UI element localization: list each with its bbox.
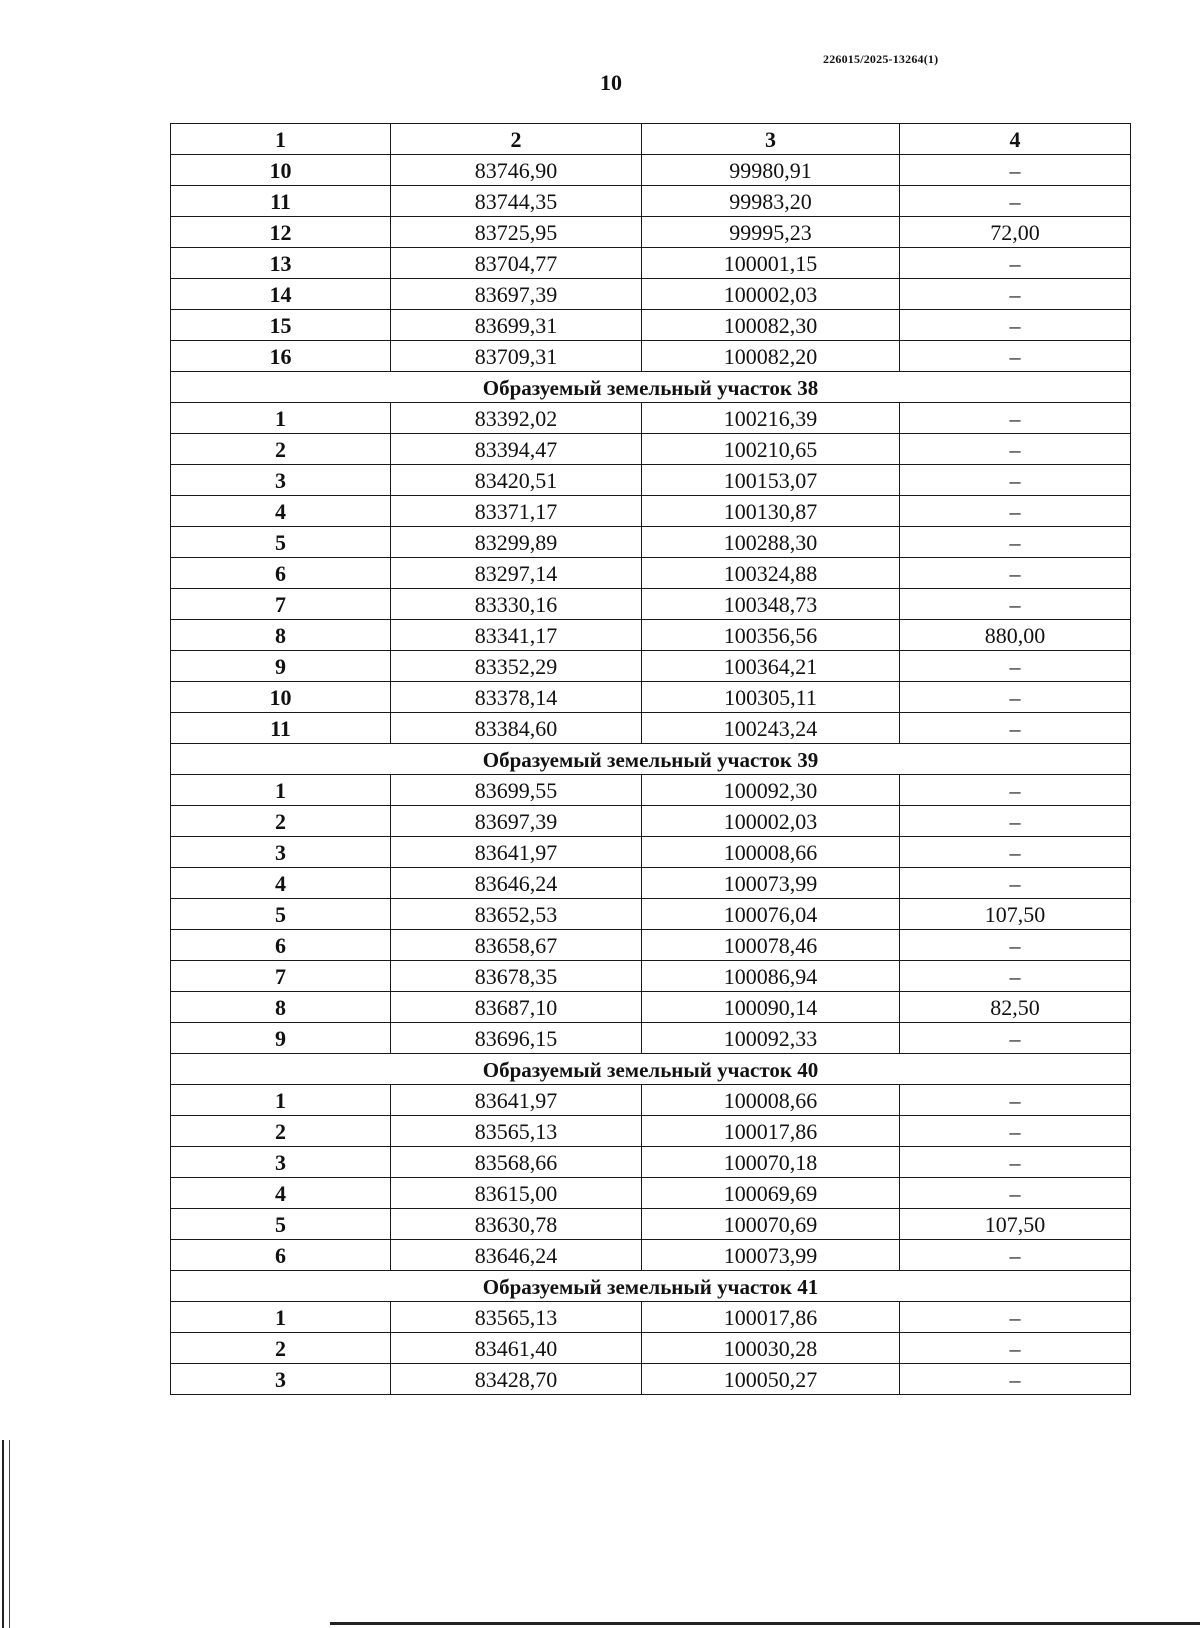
x-coordinate-cell: 83378,14: [391, 682, 642, 713]
x-coordinate-cell: 83744,35: [391, 186, 642, 217]
distance-cell: –: [900, 1302, 1131, 1333]
table-row: [171, 341, 1131, 372]
y-coordinate-cell: 100364,21: [642, 651, 900, 682]
table-row: [171, 620, 1131, 651]
header-row: [171, 124, 1131, 155]
x-coordinate-cell: 83746,90: [391, 155, 642, 186]
point-number-cell: 9: [171, 1023, 391, 1054]
table-row: [171, 1023, 1131, 1054]
point-number-cell: 14: [171, 279, 391, 310]
table-row: [171, 837, 1131, 868]
x-coordinate-cell: 83646,24: [391, 868, 642, 899]
section-row: [171, 1054, 1131, 1085]
point-number-cell: 12: [171, 217, 391, 248]
distance-cell: –: [900, 341, 1131, 372]
x-coordinate-cell: 83697,39: [391, 279, 642, 310]
x-coordinate-cell: 83646,24: [391, 1240, 642, 1271]
x-coordinate-cell: 83565,13: [391, 1302, 642, 1333]
point-number-cell: 10: [171, 682, 391, 713]
header-cell: 1: [171, 124, 391, 155]
distance-cell: –: [900, 1147, 1131, 1178]
table-row: [171, 1209, 1131, 1240]
y-coordinate-cell: 100002,03: [642, 806, 900, 837]
table-header: [171, 124, 1131, 155]
distance-cell: –: [900, 403, 1131, 434]
x-coordinate-cell: 83330,16: [391, 589, 642, 620]
distance-cell: –: [900, 155, 1131, 186]
x-coordinate-cell: 83696,15: [391, 1023, 642, 1054]
point-number-cell: 3: [171, 465, 391, 496]
point-number-cell: 7: [171, 961, 391, 992]
document-id: 226015/2025-13264(1): [823, 52, 939, 66]
x-coordinate-cell: 83428,70: [391, 1364, 642, 1395]
distance-cell: –: [900, 496, 1131, 527]
table-row: [171, 806, 1131, 837]
y-coordinate-cell: 100002,03: [642, 279, 900, 310]
x-coordinate-cell: 83678,35: [391, 961, 642, 992]
x-coordinate-cell: 83630,78: [391, 1209, 642, 1240]
x-coordinate-cell: 83392,02: [391, 403, 642, 434]
point-number-cell: 10: [171, 155, 391, 186]
table-row: [171, 713, 1131, 744]
scan-edge-mark: [2, 1440, 4, 1628]
distance-cell: 880,00: [900, 620, 1131, 651]
table-row: [171, 589, 1131, 620]
distance-cell: –: [900, 558, 1131, 589]
x-coordinate-cell: 83687,10: [391, 992, 642, 1023]
distance-cell: –: [900, 651, 1131, 682]
table-row: [171, 682, 1131, 713]
table-row: [171, 651, 1131, 682]
point-number-cell: 7: [171, 589, 391, 620]
y-coordinate-cell: 100070,18: [642, 1147, 900, 1178]
y-coordinate-cell: 100008,66: [642, 1085, 900, 1116]
distance-cell: –: [900, 806, 1131, 837]
point-number-cell: 5: [171, 527, 391, 558]
y-coordinate-cell: 100305,11: [642, 682, 900, 713]
table-row: [171, 775, 1131, 806]
distance-cell: –: [900, 1116, 1131, 1147]
point-number-cell: 2: [171, 806, 391, 837]
point-number-cell: 11: [171, 186, 391, 217]
distance-cell: –: [900, 186, 1131, 217]
table-row: [171, 1333, 1131, 1364]
point-number-cell: 3: [171, 1364, 391, 1395]
y-coordinate-cell: 100288,30: [642, 527, 900, 558]
y-coordinate-cell: 100090,14: [642, 992, 900, 1023]
y-coordinate-cell: 100092,30: [642, 775, 900, 806]
table-row: [171, 496, 1131, 527]
x-coordinate-cell: 83394,47: [391, 434, 642, 465]
y-coordinate-cell: 100243,24: [642, 713, 900, 744]
y-coordinate-cell: 100030,28: [642, 1333, 900, 1364]
table-row: [171, 992, 1131, 1023]
table-row: [171, 868, 1131, 899]
table-row: [171, 1085, 1131, 1116]
y-coordinate-cell: 100082,30: [642, 310, 900, 341]
distance-cell: –: [900, 465, 1131, 496]
point-number-cell: 4: [171, 1178, 391, 1209]
y-coordinate-cell: 100073,99: [642, 868, 900, 899]
table-row: [171, 434, 1131, 465]
distance-cell: –: [900, 527, 1131, 558]
table-row: [171, 155, 1131, 186]
x-coordinate-cell: 83704,77: [391, 248, 642, 279]
section-row: [171, 372, 1131, 403]
y-coordinate-cell: 100356,56: [642, 620, 900, 651]
point-number-cell: 8: [171, 992, 391, 1023]
point-number-cell: 1: [171, 775, 391, 806]
distance-cell: 107,50: [900, 1209, 1131, 1240]
y-coordinate-cell: 100069,69: [642, 1178, 900, 1209]
point-number-cell: 9: [171, 651, 391, 682]
x-coordinate-cell: 83420,51: [391, 465, 642, 496]
y-coordinate-cell: 99983,20: [642, 186, 900, 217]
point-number-cell: 15: [171, 310, 391, 341]
section-title: Образуемый земельный участок 38: [171, 372, 1131, 403]
page-number: 10: [600, 70, 622, 95]
section-row: [171, 1271, 1131, 1302]
coordinates-table: [170, 123, 1131, 1395]
x-coordinate-cell: 83461,40: [391, 1333, 642, 1364]
y-coordinate-cell: 100324,88: [642, 558, 900, 589]
table-row: [171, 279, 1131, 310]
x-coordinate-cell: 83371,17: [391, 496, 642, 527]
point-number-cell: 11: [171, 713, 391, 744]
y-coordinate-cell: 100050,27: [642, 1364, 900, 1395]
point-number-cell: 13: [171, 248, 391, 279]
distance-cell: –: [900, 589, 1131, 620]
y-coordinate-cell: 100210,65: [642, 434, 900, 465]
x-coordinate-cell: 83652,53: [391, 899, 642, 930]
point-number-cell: 16: [171, 341, 391, 372]
distance-cell: –: [900, 1085, 1131, 1116]
y-coordinate-cell: 100078,46: [642, 930, 900, 961]
point-number-cell: 1: [171, 403, 391, 434]
point-number-cell: 6: [171, 930, 391, 961]
table-row: [171, 310, 1131, 341]
section-title: Образуемый земельный участок 40: [171, 1054, 1131, 1085]
x-coordinate-cell: 83699,55: [391, 775, 642, 806]
y-coordinate-cell: 100086,94: [642, 961, 900, 992]
point-number-cell: 6: [171, 1240, 391, 1271]
distance-cell: –: [900, 682, 1131, 713]
section-title: Образуемый земельный участок 39: [171, 744, 1131, 775]
x-coordinate-cell: 83709,31: [391, 341, 642, 372]
table-row: [171, 899, 1131, 930]
point-number-cell: 1: [171, 1302, 391, 1333]
distance-cell: –: [900, 930, 1131, 961]
y-coordinate-cell: 99980,91: [642, 155, 900, 186]
distance-cell: –: [900, 1364, 1131, 1395]
distance-cell: –: [900, 837, 1131, 868]
y-coordinate-cell: 100153,07: [642, 465, 900, 496]
point-number-cell: 4: [171, 868, 391, 899]
table-row: [171, 186, 1131, 217]
table-row: [171, 527, 1131, 558]
point-number-cell: 2: [171, 434, 391, 465]
x-coordinate-cell: 83352,29: [391, 651, 642, 682]
y-coordinate-cell: 100130,87: [642, 496, 900, 527]
y-coordinate-cell: 100017,86: [642, 1116, 900, 1147]
x-coordinate-cell: 83384,60: [391, 713, 642, 744]
x-coordinate-cell: 83615,00: [391, 1178, 642, 1209]
point-number-cell: 2: [171, 1333, 391, 1364]
distance-cell: –: [900, 310, 1131, 341]
table-row: [171, 1364, 1131, 1395]
point-number-cell: 6: [171, 558, 391, 589]
point-number-cell: 5: [171, 1209, 391, 1240]
y-coordinate-cell: 100017,86: [642, 1302, 900, 1333]
x-coordinate-cell: 83697,39: [391, 806, 642, 837]
header-cell: 2: [391, 124, 642, 155]
y-coordinate-cell: 100082,20: [642, 341, 900, 372]
distance-cell: –: [900, 713, 1131, 744]
point-number-cell: 1: [171, 1085, 391, 1116]
table-row: [171, 961, 1131, 992]
table-body: [171, 155, 1131, 1395]
point-number-cell: 5: [171, 899, 391, 930]
table-row: [171, 1302, 1131, 1333]
table-row: [171, 1240, 1131, 1271]
distance-cell: –: [900, 868, 1131, 899]
y-coordinate-cell: 100348,73: [642, 589, 900, 620]
section-row: [171, 744, 1131, 775]
x-coordinate-cell: 83568,66: [391, 1147, 642, 1178]
scan-bottom-edge: [330, 1622, 1200, 1625]
point-number-cell: 3: [171, 837, 391, 868]
distance-cell: –: [900, 1023, 1131, 1054]
table-row: [171, 1147, 1131, 1178]
x-coordinate-cell: 83725,95: [391, 217, 642, 248]
y-coordinate-cell: 100001,15: [642, 248, 900, 279]
table-row: [171, 217, 1131, 248]
y-coordinate-cell: 100073,99: [642, 1240, 900, 1271]
point-number-cell: 8: [171, 620, 391, 651]
table-row: [171, 465, 1131, 496]
y-coordinate-cell: 100076,04: [642, 899, 900, 930]
scan-edge-mark: [9, 1440, 10, 1628]
x-coordinate-cell: 83641,97: [391, 1085, 642, 1116]
table-row: [171, 558, 1131, 589]
y-coordinate-cell: 100216,39: [642, 403, 900, 434]
y-coordinate-cell: 100092,33: [642, 1023, 900, 1054]
distance-cell: –: [900, 1240, 1131, 1271]
x-coordinate-cell: 83641,97: [391, 837, 642, 868]
x-coordinate-cell: 83341,17: [391, 620, 642, 651]
point-number-cell: 3: [171, 1147, 391, 1178]
header-cell: 4: [900, 124, 1131, 155]
y-coordinate-cell: 100008,66: [642, 837, 900, 868]
header-cell: 3: [642, 124, 900, 155]
table-row: [171, 248, 1131, 279]
table-row: [171, 1178, 1131, 1209]
x-coordinate-cell: 83297,14: [391, 558, 642, 589]
x-coordinate-cell: 83565,13: [391, 1116, 642, 1147]
x-coordinate-cell: 83299,89: [391, 527, 642, 558]
table-row: [171, 403, 1131, 434]
y-coordinate-cell: 100070,69: [642, 1209, 900, 1240]
table-row: [171, 930, 1131, 961]
distance-cell: 82,50: [900, 992, 1131, 1023]
section-title: Образуемый земельный участок 41: [171, 1271, 1131, 1302]
table-row: [171, 1116, 1131, 1147]
distance-cell: 107,50: [900, 899, 1131, 930]
distance-cell: –: [900, 1178, 1131, 1209]
x-coordinate-cell: 83699,31: [391, 310, 642, 341]
distance-cell: –: [900, 1333, 1131, 1364]
point-number-cell: 2: [171, 1116, 391, 1147]
distance-cell: –: [900, 279, 1131, 310]
x-coordinate-cell: 83658,67: [391, 930, 642, 961]
y-coordinate-cell: 99995,23: [642, 217, 900, 248]
distance-cell: –: [900, 775, 1131, 806]
point-number-cell: 4: [171, 496, 391, 527]
distance-cell: –: [900, 961, 1131, 992]
distance-cell: –: [900, 248, 1131, 279]
distance-cell: –: [900, 434, 1131, 465]
distance-cell: 72,00: [900, 217, 1131, 248]
